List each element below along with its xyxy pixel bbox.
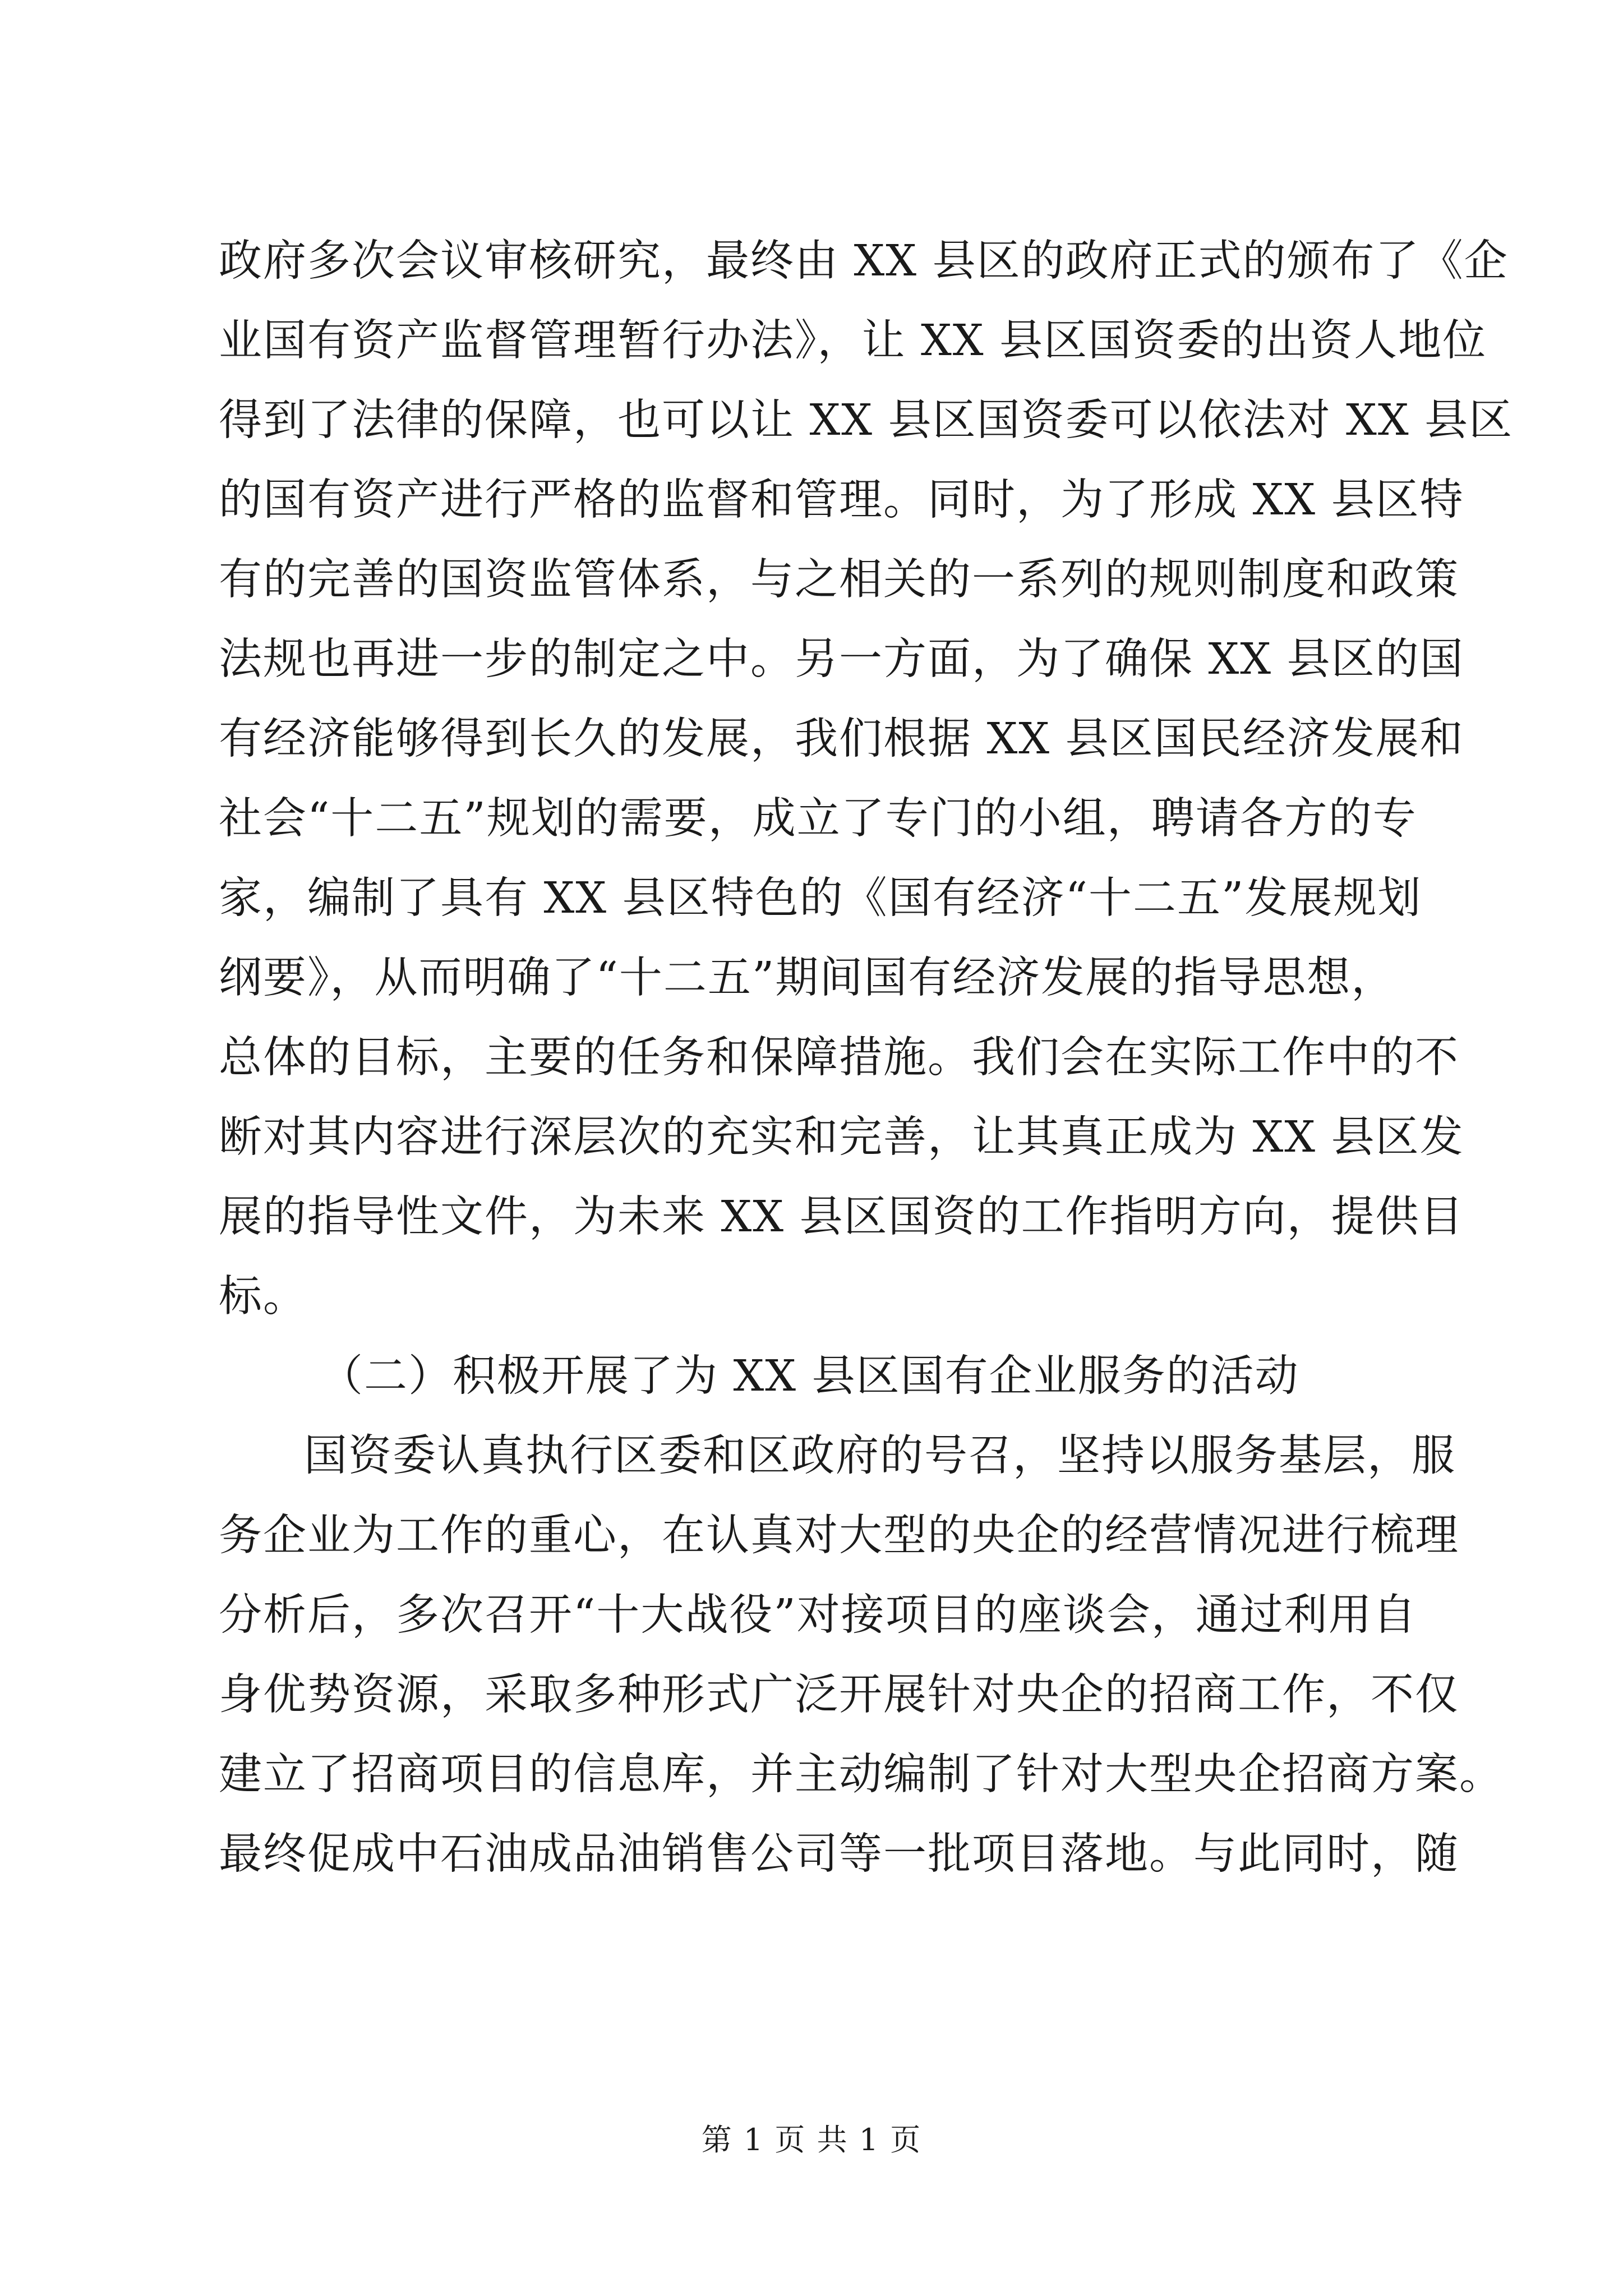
body-line: 得到了法律的保障，也可以让 XX 县区国资委可以依法对 XX 县区 <box>219 395 1514 445</box>
body-line: 断对其内容进行深层次的充实和完善，让其真正成为 XX 县区发 <box>219 1112 1464 1162</box>
section-heading: （二）积极开展了为 XX 县区国有企业服务的活动 <box>320 1351 1299 1401</box>
body-line: 身优势资源，采取多种形式广泛开展针对央企的招商工作，不仅 <box>219 1670 1459 1720</box>
body-line: 最终促成中石油成品油销售公司等一批项目落地。与此同时，随 <box>219 1829 1459 1879</box>
body-line: 标。 <box>219 1272 307 1322</box>
body-line: 分析后，多次召开“十大战役”对接项目的座谈会，通过利用自 <box>219 1590 1417 1640</box>
body-line: 国资委认真执行区委和区政府的号召，坚持以服务基层，服 <box>304 1431 1456 1481</box>
document-body <box>219 222 1514 1894</box>
page-footer: 第 1 页 共 1 页 <box>701 2122 922 2157</box>
body-line: 政府多次会议审核研究，最终由 XX 县区的政府正式的颁布了《企 <box>219 236 1509 286</box>
body-line: 的国有资产进行严格的监督和管理。同时，为了形成 XX 县区特 <box>219 475 1464 525</box>
body-line: 展的指导性文件，为未来 XX 县区国资的工作指明方向，提供目 <box>219 1192 1464 1242</box>
body-line: 有经济能够得到长久的发展，我们根据 XX 县区国民经济发展和 <box>219 714 1464 764</box>
body-line: 家，编制了具有 XX 县区特色的《国有经济“十二五”发展规划 <box>219 873 1422 923</box>
body-line: 建立了招商项目的信息库，并主动编制了针对大型央企招商方案。 <box>219 1750 1504 1800</box>
body-line: 业国有资产监督管理暂行办法》，让 XX 县区国资委的出资人地位 <box>219 316 1487 366</box>
body-line: 务企业为工作的重心，在认真对大型的央企的经营情况进行梳理 <box>219 1511 1459 1561</box>
body-line: 总体的目标，主要的任务和保障措施。我们会在实际工作中的不 <box>219 1033 1459 1083</box>
body-line: 有的完善的国资监管体系，与之相关的一系列的规则制度和政策 <box>219 555 1459 605</box>
body-line: 法规也再进一步的制定之中。另一方面，为了确保 XX 县区的国 <box>219 634 1464 684</box>
body-line: 社会“十二五”规划的需要，成立了专门的小组，聘请各方的专 <box>219 794 1417 844</box>
body-line: 纲要》，从而明确了“十二五”期间国有经济发展的指导思想， <box>219 953 1396 1003</box>
